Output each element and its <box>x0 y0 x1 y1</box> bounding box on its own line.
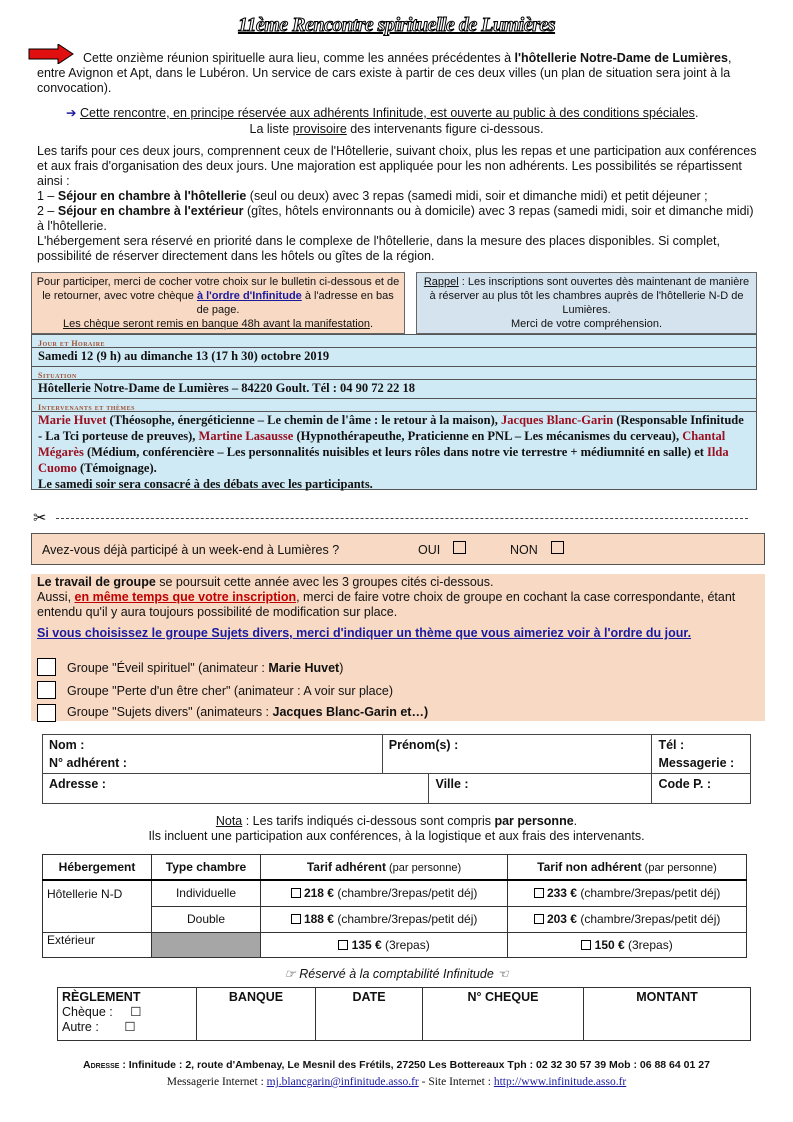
text: ) <box>339 661 344 675</box>
site-label: - Site Internet : <box>418 1076 494 1088</box>
speaker-name: Martine Lasausse <box>198 429 294 443</box>
intro-text: Cette onzième réunion spirituelle aura lieu, comme les années précédentes à <box>83 51 515 65</box>
cut-line <box>56 518 748 519</box>
price: 150 € <box>594 937 625 952</box>
text: Pour participer, merci de cocher votre choix sur le bulletin ci-dessous et de le retourner, avec votre chèque <box>36 276 400 302</box>
col-hebergement: Hébergement <box>43 855 152 881</box>
price-cell[interactable] <box>261 932 508 957</box>
header-text: Tarif adhérent <box>306 860 386 874</box>
non-checkbox[interactable] <box>551 541 564 554</box>
tel-label: Tél : <box>658 738 685 752</box>
messagerie-label: Messagerie : <box>658 756 735 770</box>
row-hotellerie: Hôtellerie N-D <box>43 880 152 906</box>
provisoire-word: provisoire <box>292 122 347 136</box>
date-label-row <box>32 335 756 348</box>
text: Groupe "Éveil spirituel" (animateur : <box>67 661 269 675</box>
payee-text: à l'ordre d'Infinitude <box>196 290 302 302</box>
date-row <box>32 348 756 367</box>
text: , merci de faire votre choix de groupe en cochant la case correspondante, étant entendu qu'il y aura toujours possibilité de modification sur place. <box>37 590 736 619</box>
text: La liste <box>249 122 293 136</box>
col-non-adherent <box>508 855 747 881</box>
montant-col: MONTANT <box>584 988 751 1041</box>
group-eveil-checkbox[interactable] <box>37 658 56 676</box>
price: 188 € <box>303 912 334 926</box>
footer-contacts <box>0 1076 793 1088</box>
price: 233 € <box>546 886 577 901</box>
event-panel <box>31 334 757 490</box>
blue-arrow-icon: ➔ <box>66 106 77 120</box>
empty-cell <box>43 906 152 932</box>
bank-deposit-note: Les chèque seront remis en banque 48h avant la manifestation <box>62 318 370 330</box>
price-detail: (chambre/3repas/petit déj) <box>333 912 478 926</box>
par-personne: par personne <box>494 814 574 828</box>
animator-name: Jacques Blanc-Garin et…) <box>272 705 429 719</box>
price-cell[interactable] <box>261 906 508 932</box>
prenom-field[interactable] <box>382 735 652 774</box>
price-checkbox[interactable] <box>291 888 301 898</box>
price-detail: (3repas) <box>624 937 673 952</box>
oui-label: OUI <box>418 543 441 557</box>
email-link[interactable]: mj.blancgarin@infinitude.asso.fr <box>266 1076 419 1088</box>
group-perte-label: Groupe "Perte d'un être cher" (animateur : A voir sur place) <box>67 684 394 698</box>
autre-checkbox[interactable]: ☐ <box>124 1020 136 1034</box>
text: à l'adresse en bas de page. <box>196 290 394 316</box>
text: des intervenants figure ci-dessous. <box>346 122 544 136</box>
option-title: Séjour en chambre à l'hôtellerie <box>57 189 247 203</box>
identity-form <box>42 734 751 804</box>
date-col: DATE <box>316 988 423 1041</box>
adresse-field[interactable] <box>43 774 429 804</box>
website-link[interactable]: http://www.infinitude.asso.fr <box>493 1076 627 1088</box>
prenom-label: Prénom(s) : <box>388 738 459 752</box>
option-number: 1 – <box>37 189 58 203</box>
place-label: Situation <box>38 371 77 380</box>
col-adherent <box>261 855 508 881</box>
text: se poursuit cette année avec les 3 groupes cités ci-dessous. <box>155 575 494 589</box>
venue-name: l'hôtellerie Notre-Dame de Lumières <box>514 51 728 65</box>
payment-table <box>57 987 751 1041</box>
nom-label: Nom : <box>49 738 85 752</box>
price: 135 € <box>351 937 382 952</box>
groups-instructions <box>37 590 761 620</box>
nom-field[interactable] <box>43 735 383 774</box>
grey-cell <box>152 932 261 957</box>
place-label-row <box>32 367 756 380</box>
punctuation: . <box>694 106 699 120</box>
price-cell[interactable] <box>508 880 747 906</box>
reglement-title: RÈGLEMENT <box>62 990 141 1004</box>
type-double: Double <box>152 906 261 932</box>
non-label: NON <box>510 543 538 557</box>
speakers-label-row <box>32 399 756 412</box>
place-value: Hôtellerie Notre-Dame de Lumières – 84220 Goult. Tél : 04 90 72 22 18 <box>38 381 416 395</box>
speakers-list-note <box>0 122 793 137</box>
price-checkbox[interactable] <box>291 914 301 924</box>
cheque-checkbox[interactable]: ☐ <box>130 1005 142 1019</box>
lodging-priority: L'hébergement sera réservé en priorité dans le complexe de l'hôtellerie, dans la mesure des places disponibles. Si complet, possibilité de réserver directement dans les hôtels ou gîtes de la région. <box>37 234 720 263</box>
price-checkbox[interactable] <box>338 940 348 950</box>
speaker-topic: (Médium, conférencière – Les personnalités nuisibles et leurs rôles dans notre vie terrestre + médiumnité en salle) et <box>83 445 708 459</box>
open-public-text: Cette rencontre, en principe réservée aux adhérents Infinitude, est ouverte au public à des conditions spéciales <box>79 106 695 120</box>
open-public-note <box>66 106 766 121</box>
cheque-label: Chèque : <box>62 1005 113 1019</box>
sujets-divers-note: Si vous choisissez le groupe Sujets divers, merci d'indiquer un thème que vous aimeriez voir à l'ordre du jour. <box>37 626 692 640</box>
participation-box <box>31 272 405 334</box>
accounting-note <box>0 966 793 981</box>
pricing-intro: Les tarifs pour ces deux jours, comprennent ceux de l'Hôtellerie, suivant choix, plus les repas et une participation aux conférences et aux frais d'organisation des deux jours. Une majoration est appliquée pour les non adhérents. Les possibilités se répartissent ainsi : <box>37 144 757 188</box>
nota-line2: Ils incluent une participation aux conférences, à la logistique et aux frais des intervenants. <box>148 829 645 843</box>
col-type: Type chambre <box>152 855 261 881</box>
intro-paragraph <box>37 51 761 96</box>
punctuation: . <box>369 318 374 330</box>
intro-text: , entre Avignon et Apt, dans le Lubéron. Un service de cars existe à partir de ces deux villes (un plan de situation sera joint à la convocation). <box>37 51 732 95</box>
adherent-label: N° adhérent : <box>49 756 127 770</box>
oui-checkbox[interactable] <box>453 541 466 554</box>
ville-label: Ville : <box>435 777 469 791</box>
date-value: Samedi 12 (9 h) au dimanche 13 (17 h 30) octobre 2019 <box>38 349 330 363</box>
speaker-name: Marie Huvet <box>38 413 107 427</box>
page-title: 11ème Rencontre spirituelle de Lumières <box>237 14 556 36</box>
footer-address <box>0 1059 793 1071</box>
groups-intro <box>37 575 761 590</box>
group-eveil-label <box>67 661 343 675</box>
speaker-topic: (Responsable Infinitude - La Tci porteuse de preuves), <box>38 413 744 443</box>
participation-question <box>31 533 765 565</box>
address-label: Adresse <box>83 1059 120 1071</box>
speaker-name: Jacques Blanc-Garin <box>501 413 614 427</box>
price-detail: (chambre/3repas/petit déj) <box>333 886 478 901</box>
cp-label: Code P. : <box>658 777 712 791</box>
option-number: 2 – <box>37 204 58 218</box>
price-checkbox[interactable] <box>534 914 544 924</box>
price: 203 € <box>546 912 577 926</box>
date-label: Jour et Horaire <box>38 339 106 348</box>
thanks-text: Merci de votre compréhension. <box>510 318 662 330</box>
option-title: Séjour en chambre à l'extérieur <box>57 204 244 218</box>
tel-field[interactable] <box>652 735 751 774</box>
group-perte-checkbox[interactable] <box>37 681 56 699</box>
speaker-topic: (Hypnothérapeuthe, Praticienne en PNL – Les mécanismes du cerveau), <box>293 429 683 443</box>
price: 218 € <box>303 886 334 901</box>
rappel-text: : Les inscriptions sont ouvertes dès maintenant de manière à réserver au plus tôt les chambres auprès de l'hôtellerie N-D de Lumières. <box>429 276 750 316</box>
place-row <box>32 380 756 399</box>
text: Aussi, <box>37 590 75 604</box>
header-text: Tarif non adhérent <box>537 860 642 874</box>
speaker-name: Ilda Cuomo <box>38 445 729 475</box>
pointing-hand-left-icon: ☞ <box>284 967 296 981</box>
cheque-option[interactable] <box>62 1004 192 1019</box>
emphasis-text: en même temps que votre inscription <box>74 590 297 604</box>
price-cell[interactable] <box>508 906 747 932</box>
price-detail: (chambre/3repas/petit déj) <box>576 886 721 901</box>
address-text: : Infinitude : 2, route d'Ambenay, Le Mesnil des Frétils, 27250 Les Bottereaux Tph : 02 32 30 57 39 Mob : 06 88 64 01 27 <box>119 1059 710 1071</box>
punctuation: . <box>573 814 578 828</box>
mail-label: Messagerie Internet : <box>166 1076 267 1088</box>
speakers-list <box>32 412 756 492</box>
speaker-topic: (Théosophe, énergéticienne – Le chemin de l'âme : le retour à la maison), <box>106 413 502 427</box>
price-checkbox[interactable] <box>534 888 544 898</box>
speaker-name: Chantal Mégarès <box>38 429 726 459</box>
group-sujets-checkbox[interactable] <box>37 704 56 722</box>
pointing-hand-right-icon: ☜ <box>497 967 509 981</box>
cp-field[interactable] <box>652 774 751 804</box>
group-sujets-label <box>67 705 428 719</box>
payment-method-cell <box>58 988 197 1041</box>
speakers-label: Intervenants et thèmes <box>38 403 135 412</box>
option-detail: (seul ou deux) avec 3 repas (samedi midi, soir et dimanche midi) et petit déjeuner ; <box>246 189 708 203</box>
nota-label: Nota <box>215 814 243 828</box>
autre-option[interactable] <box>62 1019 192 1034</box>
price-detail: (3repas) <box>381 937 430 952</box>
option-detail: (gîtes, hôtels environnants ou à domicile) avec 3 repas (samedi midi, soir et dimanche midi) à l'hôtellerie. <box>37 204 754 233</box>
groups-text <box>37 575 761 641</box>
autre-label: Autre : <box>62 1020 99 1034</box>
pricing-table <box>42 854 747 958</box>
option-2 <box>37 204 761 234</box>
price-detail: (chambre/3repas/petit déj) <box>576 912 721 926</box>
text: Groupe "Sujets divers" (animateurs : <box>67 705 273 719</box>
cheque-number-col: N° CHEQUE <box>423 988 584 1041</box>
header-sub: (par personne) <box>641 862 717 874</box>
question-text: Avez-vous déjà participé à un week-end à Lumières ? <box>42 543 340 557</box>
option-1 <box>37 189 761 204</box>
price-cell[interactable] <box>261 880 508 906</box>
price-cell[interactable] <box>508 932 747 957</box>
price-checkbox[interactable] <box>581 940 591 950</box>
group-work-title: Le travail de groupe <box>37 575 156 589</box>
reminder-box <box>416 272 757 334</box>
adresse-label: Adresse : <box>49 777 106 791</box>
speaker-topic: (Témoignage). <box>76 461 157 475</box>
animator-name: Marie Huvet <box>268 661 340 675</box>
type-individuelle: Individuelle <box>152 880 261 906</box>
scissors-icon: ✂ <box>33 510 47 527</box>
banque-col: BANQUE <box>197 988 316 1041</box>
accounting-text: Réservé à la comptabilité Infinitude <box>299 967 494 981</box>
header-sub: (par personne) <box>385 862 462 874</box>
saturday-note: Le samedi soir sera consacré à des débats avec les participants. <box>38 477 373 491</box>
rappel-label: Rappel <box>423 276 459 288</box>
pricing-paragraph <box>37 144 761 264</box>
row-exterieur: Extérieur <box>43 932 152 957</box>
text: : Les tarifs indiqués ci-dessous sont compris <box>242 814 495 828</box>
nota <box>0 814 793 844</box>
ville-field[interactable] <box>429 774 652 804</box>
